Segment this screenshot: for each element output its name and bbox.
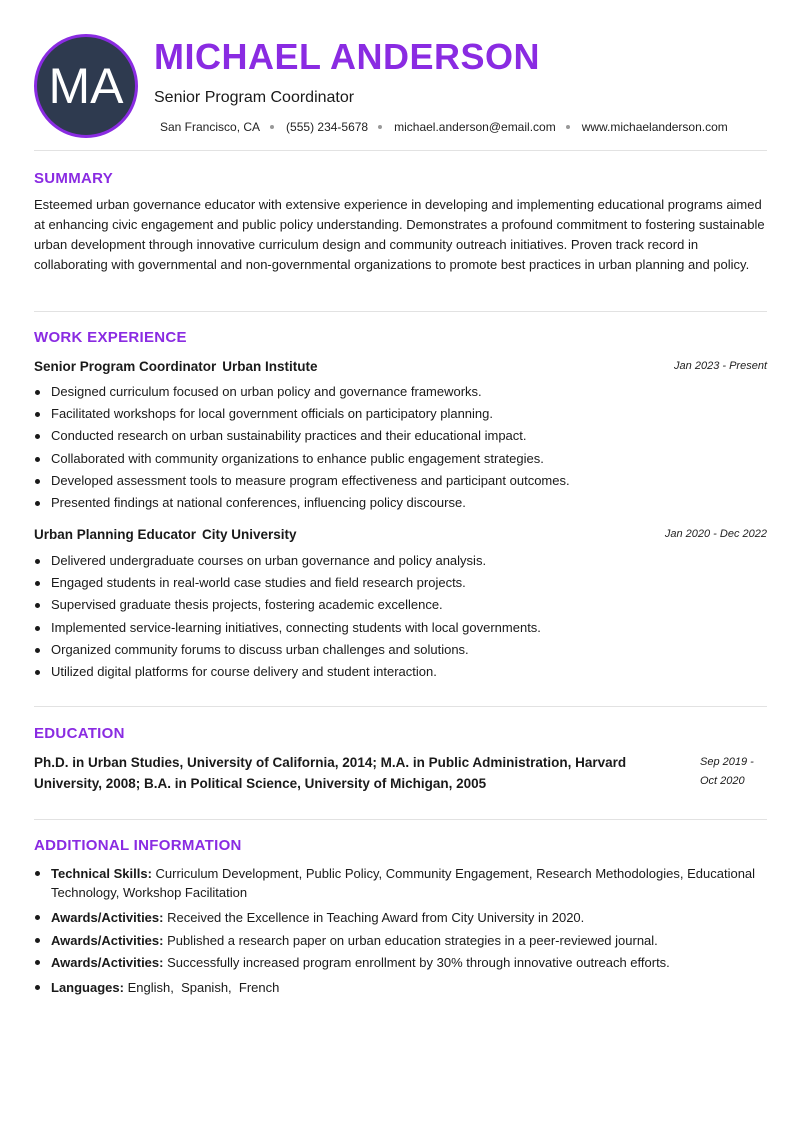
job-bullets [34,553,767,686]
additional-info-heading: ADDITIONAL INFORMATION [34,837,242,854]
contact-location: San Francisco, CA [160,120,261,134]
divider [34,706,767,707]
list-item: Conducted research on urban sustainability practices and their educational impact. [51,428,767,450]
education-date-start: Sep 2019 - [700,756,754,768]
summary-text: Esteemed urban governance educator with extensive experience in developing and implementing educational programs aimed at enhancing civic engagement and public policy understanding. Demonstrates a profound commitment to fostering sustainable urban development through innovative curriculum design and community outreach initiatives. Proven track record in collaborating with governmental and non-governmental organizations to promote best practices in urban planning and policy. [34,197,765,272]
list-item [51,931,767,950]
list-item: Supervised graduate thesis projects, fostering academic excellence. [51,597,767,619]
list-item: Facilitated workshops for local government officials on participatory planning. [51,406,767,428]
list-item: Delivered undergraduate courses on urban governance and policy analysis. [51,553,767,575]
item-label: Awards/Activities: [51,933,164,948]
job-organization: City University [202,527,297,542]
candidate-name: MICHAEL ANDERSON [154,36,541,77]
work-experience-heading: WORK EXPERIENCE [34,329,187,346]
separator-dot-icon [566,125,570,129]
list-item [51,908,767,927]
list-item [51,864,767,902]
divider [34,819,767,820]
list-item: Collaborated with community organizations to enhance public engagement strategies. [51,451,767,473]
list-item [51,953,767,972]
divider [34,150,767,151]
education-dates [700,753,770,791]
item-text: Published a research paper on urban education strategies in a peer-reviewed journal. [167,933,658,948]
resume-page [34,0,767,995]
avatar: MA [34,34,138,138]
contact-phone: (555) 234-5678 [286,120,369,134]
contact-line [160,120,728,134]
education-heading: EDUCATION [34,725,125,742]
list-item: Designed curriculum focused on urban policy and governance frameworks. [51,384,767,406]
list-item: Developed assessment tools to measure program effectiveness and participant outcomes. [51,473,767,495]
list-item: Utilized digital platforms for course delivery and student interaction. [51,664,767,686]
job-title [34,527,297,542]
item-label: Technical Skills: [51,866,152,881]
job-position: Senior Program Coordinator [34,359,217,374]
job-header [34,359,767,377]
education-date-end: Oct 2020 [700,775,745,787]
job-dates: Jan 2023 - Present [674,360,767,372]
job-title [34,359,318,374]
job-header [34,527,767,545]
candidate-role: Senior Program Coordinator [154,89,355,106]
separator-dot-icon [270,125,274,129]
summary-heading: SUMMARY [34,170,114,187]
list-item: Presented findings at national conferences, influencing policy discourse. [51,495,767,517]
item-label: Awards/Activities: [51,910,164,925]
item-label: Languages: [51,980,124,995]
list-item: Engaged students in real-world case studies and field research projects. [51,575,767,597]
list-item: Implemented service-learning initiatives, connecting students with local governments. [51,620,767,642]
job-organization: Urban Institute [222,359,318,374]
resume-header [34,0,767,150]
contact-email[interactable]: michael.anderson@email.com [394,120,556,134]
item-label: Awards/Activities: [51,955,164,970]
education-text: Ph.D. in Urban Studies, University of California, 2014; M.A. in Public Administration, Harvard University, 2008; B.A. in Political Science, University of Michigan, 2005 [34,755,627,791]
contact-website[interactable]: www.michaelanderson.com [581,120,728,134]
item-text: Successfully increased program enrollment by 30% through innovative outreach efforts. [167,955,670,970]
separator-dot-icon [378,125,382,129]
list-item [51,978,767,997]
list-item: Organized community forums to discuss urban challenges and solutions. [51,642,767,664]
item-text: Received the Excellence in Teaching Award from City University in 2020. [167,910,585,925]
job-position: Urban Planning Educator [34,527,197,542]
job-dates: Jan 2020 - Dec 2022 [664,528,767,540]
item-text: English, Spanish, French [127,980,280,995]
divider [34,311,767,312]
item-text: Curriculum Development, Public Policy, Community Engagement, Research Methodologies, Educational Technology, Workshop Facilitation [51,866,756,900]
job-bullets [34,384,767,517]
